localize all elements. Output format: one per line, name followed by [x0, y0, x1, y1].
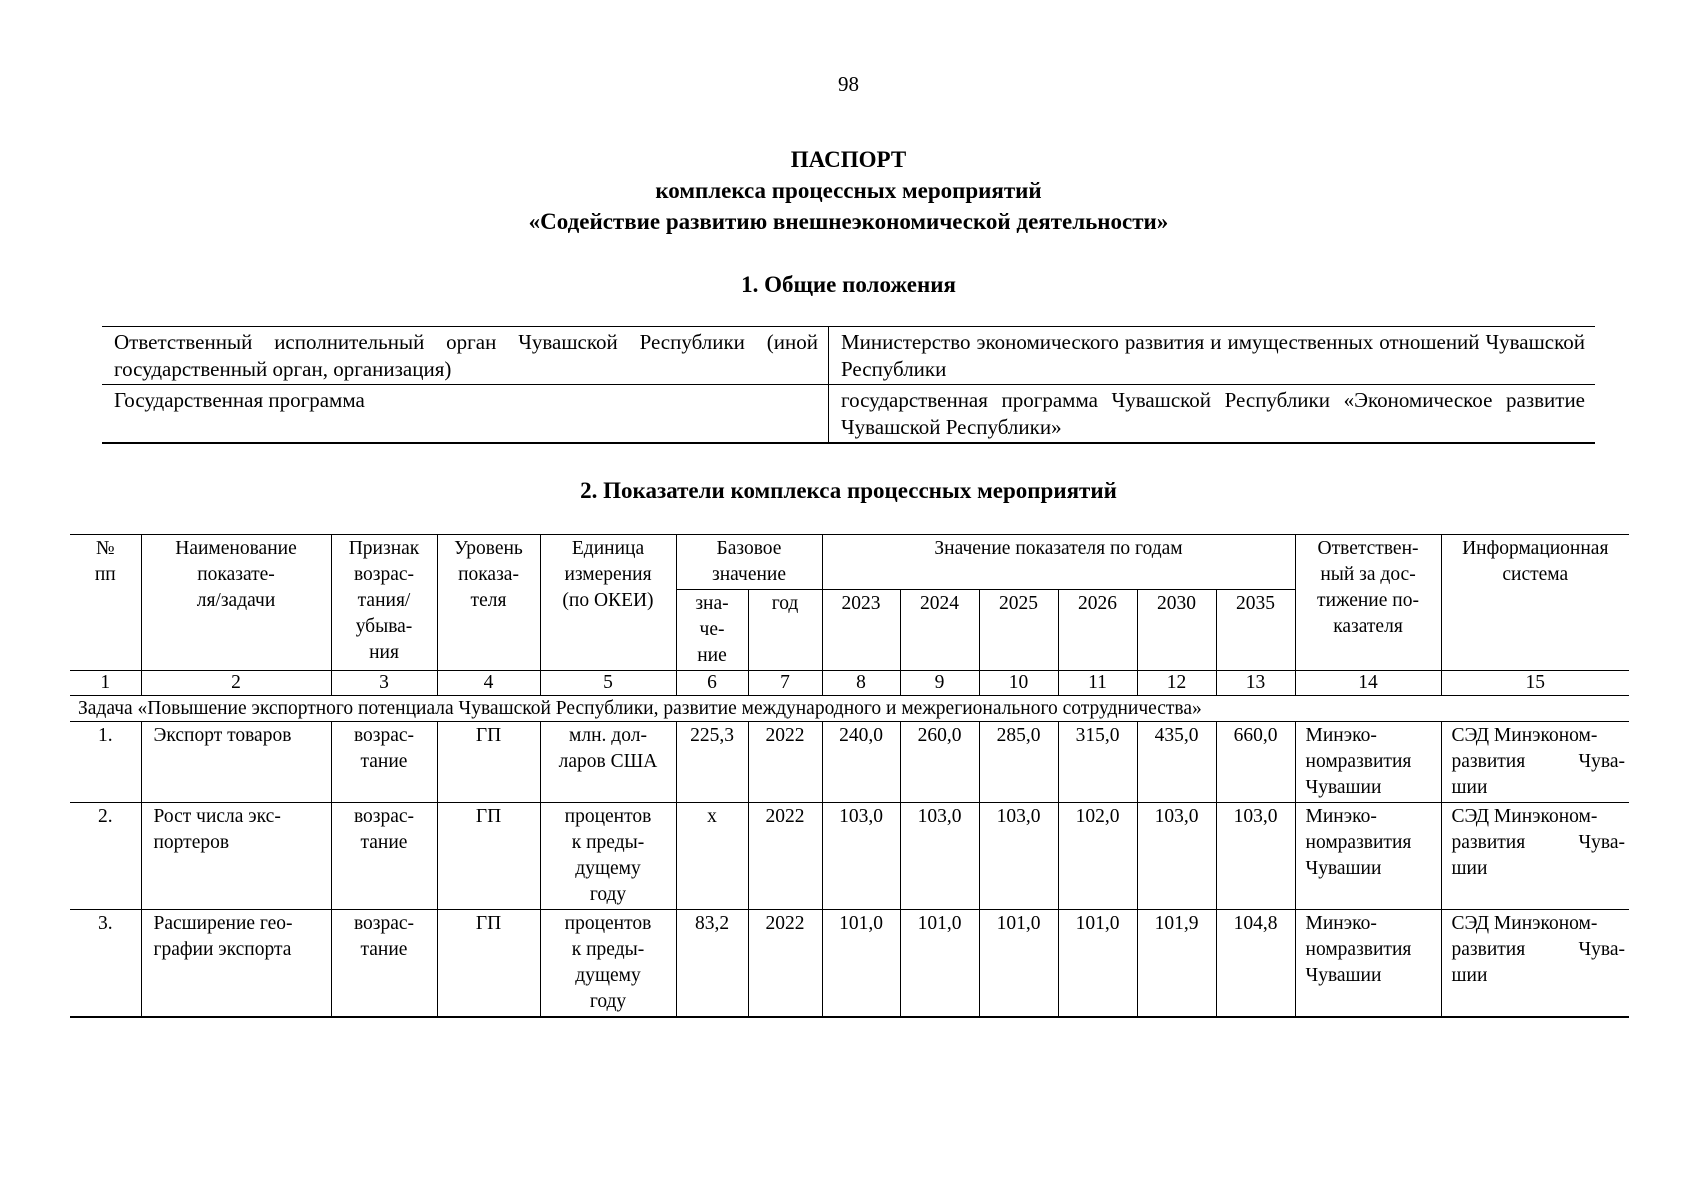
- info-system: [1441, 910, 1629, 1018]
- row-num: 1.: [70, 722, 141, 803]
- column-number: 6: [676, 671, 748, 696]
- table-row: [70, 803, 1629, 910]
- column-number: 15: [1441, 671, 1629, 696]
- title-line-3: «Содействие развитию внешнеэкономической деятельности»: [528, 209, 1169, 234]
- base-value: х: [676, 803, 748, 910]
- column-number: 9: [900, 671, 979, 696]
- year-value: 103,0: [1216, 803, 1295, 910]
- info-system: [1441, 803, 1629, 910]
- row-num: 2.: [70, 803, 141, 910]
- header-sign: Признак возрас- тания/ убыва- ния: [331, 535, 437, 671]
- year-value: 315,0: [1058, 722, 1137, 803]
- header-base-value: зна- че- ние: [676, 590, 748, 671]
- info-system: [1441, 722, 1629, 803]
- info-system-line: шии: [1451, 965, 1488, 986]
- info-system-line: [1452, 830, 1626, 856]
- base-year: 2022: [748, 910, 822, 1018]
- year-value: 103,0: [979, 803, 1058, 910]
- column-number: 4: [437, 671, 540, 696]
- column-number: 5: [540, 671, 676, 696]
- indicator-level: ГП: [437, 910, 540, 1018]
- title-line-1: ПАСПОРТ: [790, 147, 907, 172]
- state-program-value: государственная программа Чувашской Республики «Экономическое развитие Чувашской Республики»: [829, 385, 1596, 444]
- year-value: 260,0: [900, 722, 979, 803]
- task-row: [70, 696, 1629, 722]
- responsible: Минэко- номразвития Чувашии: [1295, 803, 1441, 910]
- column-number: 14: [1295, 671, 1441, 696]
- info-system-line: шии: [1451, 858, 1488, 879]
- year-value: 101,0: [1058, 910, 1137, 1018]
- info-system-line: СЭД Минэконом-: [1451, 725, 1598, 746]
- header-base-year: год: [748, 590, 822, 671]
- year-value: 103,0: [1137, 803, 1216, 910]
- indicator-name: Экспорт товаров: [141, 722, 331, 803]
- indicator-level: ГП: [437, 722, 540, 803]
- indicator-unit: процентов к преды- дущему году: [540, 910, 676, 1018]
- header-base: Базовое значение: [676, 535, 822, 590]
- base-year: 2022: [748, 803, 822, 910]
- header-row: [70, 535, 1629, 590]
- year-value: 101,0: [822, 910, 900, 1018]
- info-system-word: Чува-: [1578, 751, 1626, 772]
- general-provisions-table: [102, 326, 1595, 444]
- year-value: 435,0: [1137, 722, 1216, 803]
- header-year: 2030: [1137, 590, 1216, 671]
- year-value: 660,0: [1216, 722, 1295, 803]
- info-system-word: развития: [1451, 832, 1526, 853]
- year-value: 101,0: [979, 910, 1058, 1018]
- document-title: [0, 144, 1697, 237]
- base-value: 225,3: [676, 722, 748, 803]
- header-year: 2026: [1058, 590, 1137, 671]
- header-year: 2025: [979, 590, 1058, 671]
- info-system-line: шии: [1451, 777, 1488, 798]
- base-value: 83,2: [676, 910, 748, 1018]
- header-responsible: Ответствен- ный за дос- тижение по- казателя: [1295, 535, 1441, 671]
- indicator-name: Расширение гео- графии экспорта: [141, 910, 331, 1018]
- year-value: 240,0: [822, 722, 900, 803]
- table-row: [102, 385, 1595, 444]
- column-number: 12: [1137, 671, 1216, 696]
- section-2-heading: 2. Показатели комплекса процессных мероприятий: [580, 478, 1117, 503]
- info-system-line: СЭД Минэконом-: [1451, 806, 1598, 827]
- state-program-label: Государственная программа: [102, 385, 829, 444]
- responsible-body-value: Министерство экономического развития и имущественных отношений Чувашской Республики: [829, 327, 1596, 385]
- table-row: [102, 327, 1595, 385]
- column-number: 2: [141, 671, 331, 696]
- info-system-word: развития: [1451, 751, 1526, 772]
- column-number-row: [70, 671, 1629, 696]
- header-level: Уровень показа- теля: [437, 535, 540, 671]
- indicator-unit: млн. дол- ларов США: [540, 722, 676, 803]
- header-num: № пп: [70, 535, 141, 671]
- table-row: [70, 722, 1629, 803]
- year-value: 285,0: [979, 722, 1058, 803]
- header-name: Наименование показате- ля/задачи: [141, 535, 331, 671]
- header-year: 2023: [822, 590, 900, 671]
- column-number: 3: [331, 671, 437, 696]
- base-year: 2022: [748, 722, 822, 803]
- info-system-word: Чува-: [1578, 832, 1626, 853]
- column-number: 8: [822, 671, 900, 696]
- row-num: 3.: [70, 910, 141, 1018]
- header-unit: Единица измерения (по ОКЕИ): [540, 535, 676, 671]
- year-value: 103,0: [900, 803, 979, 910]
- year-value: 101,9: [1137, 910, 1216, 1018]
- section-1-heading: 1. Общие положения: [741, 272, 956, 297]
- info-system-word: Чува-: [1578, 939, 1626, 960]
- column-number: 10: [979, 671, 1058, 696]
- page-number: 98: [838, 72, 859, 96]
- column-number: 1: [70, 671, 141, 696]
- column-number: 7: [748, 671, 822, 696]
- responsible: Минэко- номразвития Чувашии: [1295, 910, 1441, 1018]
- indicator-sign: возрас- тание: [331, 910, 437, 1018]
- table-row: [70, 910, 1629, 1018]
- header-year: 2024: [900, 590, 979, 671]
- header-year: 2035: [1216, 590, 1295, 671]
- header-info-system: Информационная система: [1441, 535, 1629, 671]
- responsible-body-label: Ответственный исполнительный орган Чувашской Республики (иной государственный орган, организация): [102, 327, 829, 385]
- task-title: Задача «Повышение экспортного потенциала Чувашской Республики, развитие международного и межрегионального сотрудничества»: [70, 696, 1629, 722]
- year-value: 103,0: [822, 803, 900, 910]
- indicator-level: ГП: [437, 803, 540, 910]
- year-value: 102,0: [1058, 803, 1137, 910]
- column-number: 13: [1216, 671, 1295, 696]
- info-system-line: [1452, 937, 1626, 963]
- column-number: 11: [1058, 671, 1137, 696]
- responsible: Минэко- номразвития Чувашии: [1295, 722, 1441, 803]
- info-system-line: СЭД Минэконом-: [1451, 913, 1598, 934]
- indicators-table: [70, 534, 1629, 1018]
- header-values-by-year: Значение показателя по годам: [822, 535, 1295, 590]
- indicator-sign: возрас- тание: [331, 803, 437, 910]
- year-value: 104,8: [1216, 910, 1295, 1018]
- indicator-sign: возрас- тание: [331, 722, 437, 803]
- indicator-name: Рост числа экс- портеров: [141, 803, 331, 910]
- year-value: 101,0: [900, 910, 979, 1018]
- info-system-word: развития: [1451, 939, 1526, 960]
- title-line-2: комплекса процессных мероприятий: [655, 178, 1042, 203]
- info-system-line: [1452, 749, 1626, 775]
- indicator-unit: процентов к преды- дущему году: [540, 803, 676, 910]
